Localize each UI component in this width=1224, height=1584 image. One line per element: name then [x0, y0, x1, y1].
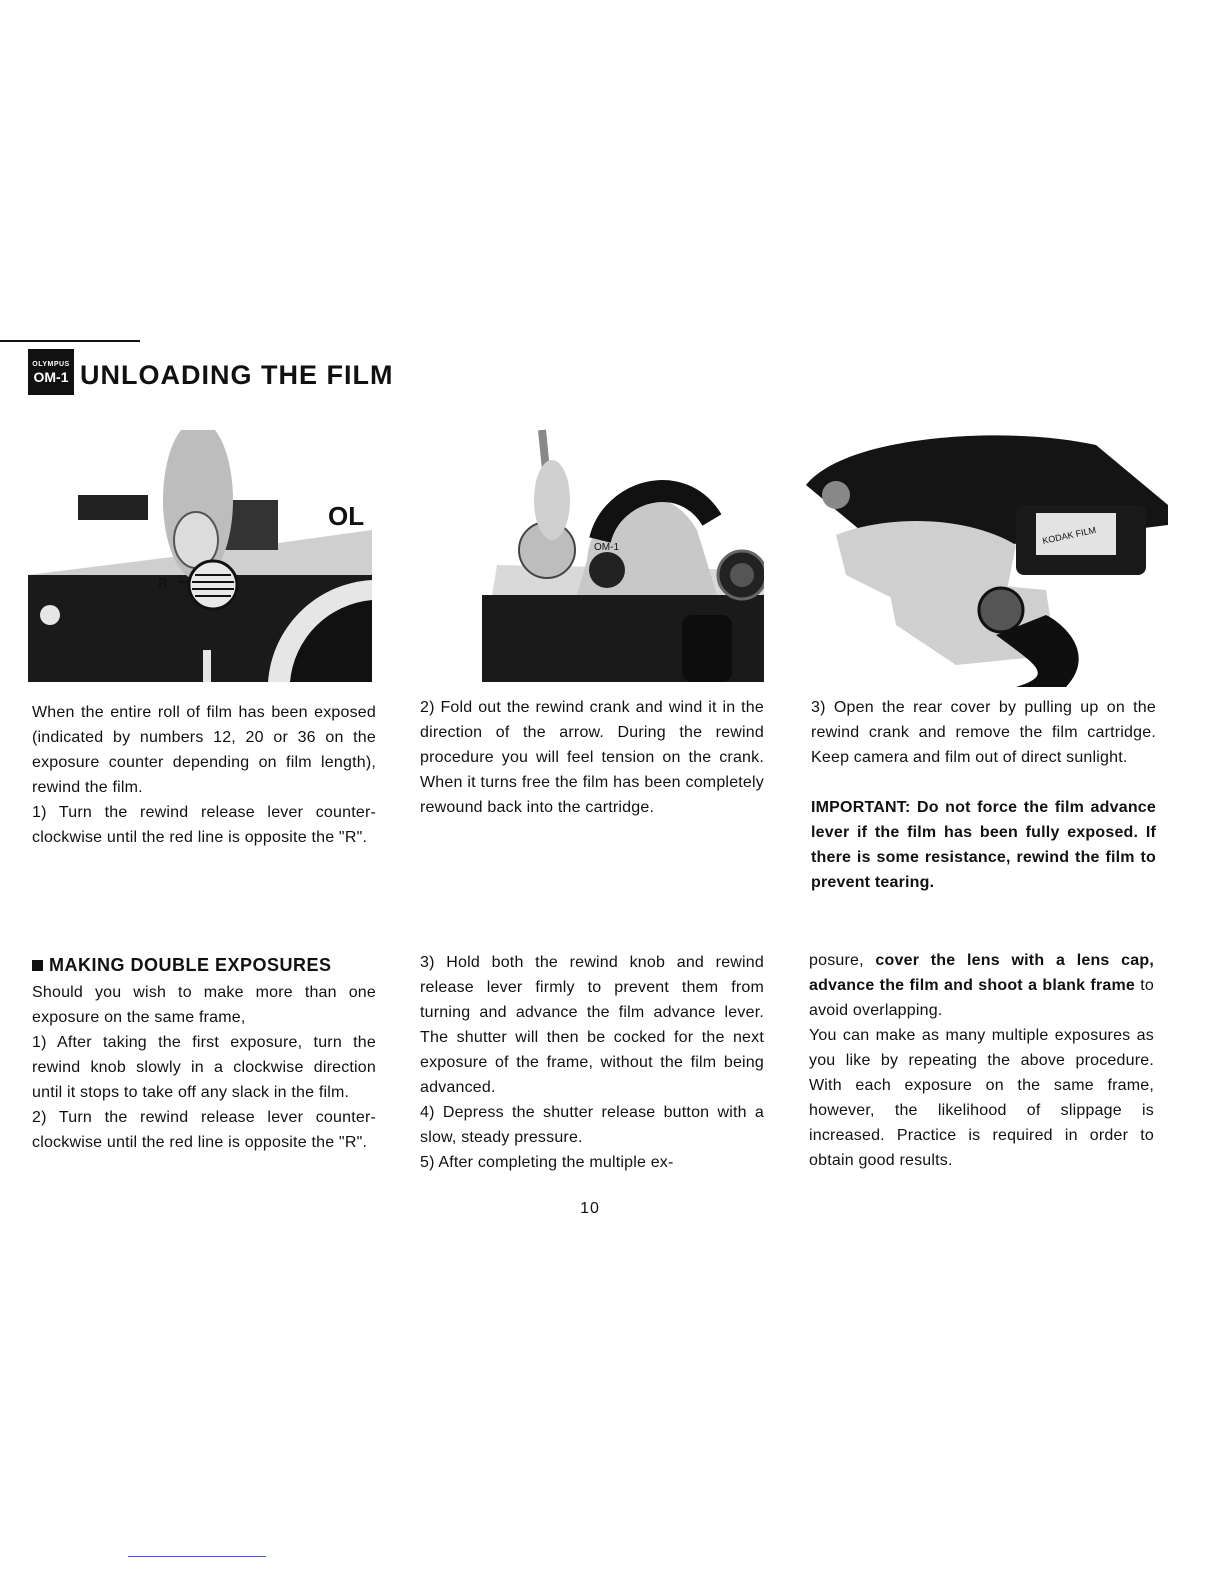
column-bottom-1 [32, 953, 376, 1155]
section-title: MAKING DOUBLE EXPOSURES [49, 955, 332, 975]
page-title: UNLOADING THE FILM [80, 359, 394, 390]
page-number: 10 [580, 1200, 600, 1217]
column-bottom-2 [420, 950, 764, 1175]
continuation-start: posure, [809, 952, 876, 969]
column-top-1 [32, 700, 376, 850]
step-3-paragraph: 3) Open the rear cover by pulling up on the rewind crank and remove the film cartridge. Keep camera and film out of direct sunlight. [811, 699, 1156, 766]
camera-top-image [28, 430, 372, 682]
double-step-4: 4) Depress the shutter release button with a slow, steady pressure. [420, 1104, 764, 1146]
double-step-3: 3) Hold both the rewind knob and rewind release lever firmly to prevent them from turning and advance the film advance lever. The shutter will then be cocked for the next exposure of the frame, without the film being advanced. [420, 954, 764, 1096]
step-2-paragraph: 2) Fold out the rewind crank and wind it in the direction of the arrow. During the rewind procedure you will feel tension on the crank. When it turns free the film has been completely rewound back into the cartridge. [420, 699, 764, 816]
photo-label-cartridge: KODAK FILM [1041, 524, 1097, 546]
logo-brand: OLYMPUS [32, 360, 70, 368]
double-step-1: 1) After taking the first exposure, turn the rewind knob slowly in a clockwise direction until it stops to take off any slack in the film. [32, 1034, 376, 1101]
page-header [28, 348, 393, 396]
intro-paragraph: When the entire roll of film has been exposed (indicated by numbers 12, 20 or 36 on the exposure counter depending on film length), rewind the film. [32, 704, 376, 796]
photo-label-r: R [158, 575, 168, 590]
section-heading [32, 953, 376, 978]
photo-label-model: OM-1 [594, 542, 619, 553]
column-bottom-3 [809, 948, 1154, 1173]
continuation-end: to avoid overlapping. [809, 977, 1154, 1019]
photo-remove-cartridge [806, 425, 1168, 687]
camera-back-image [806, 425, 1168, 687]
bottom-rule [128, 1556, 266, 1557]
step-5-continuation [809, 948, 1154, 1023]
continuation-bold: cover the lens with a lens cap, advance the film and shoot a blank frame [809, 952, 1154, 994]
double-step-5: 5) After completing the multiple ex- [420, 1154, 674, 1171]
column-top-3 [811, 695, 1156, 895]
step-1-paragraph: 1) Turn the rewind release lever counter-clockwise until the red line is opposite the "R". [32, 804, 376, 846]
photo-rewind-release-lever [28, 430, 372, 682]
top-rule [0, 340, 140, 342]
double-step-2: 2) Turn the rewind release lever counter-clockwise until the red line is opposite the "R". [32, 1109, 376, 1151]
olympus-om1-logo [28, 349, 74, 395]
camera-rewind-image [482, 420, 764, 682]
column-top-2 [420, 695, 764, 820]
logo-model: OM-1 [33, 368, 69, 385]
double-exposure-intro: Should you wish to make more than one exposure on the same frame, [32, 984, 376, 1026]
multiple-exposure-note: You can make as many multiple exposures as you like by repeating the above procedure. With each exposure on the same frame, however, the likelihood of slippage is increased. Practice is required in order to obtain good results. [809, 1027, 1154, 1169]
photo-label-brand: OL [328, 501, 365, 531]
important-note: IMPORTANT: Do not force the film advance lever if the film has been fully exposed. If there is some resistance, rewind the film to prevent tearing. [811, 799, 1156, 891]
bullet-square-icon [32, 960, 43, 971]
photo-rewind-crank [482, 420, 764, 682]
